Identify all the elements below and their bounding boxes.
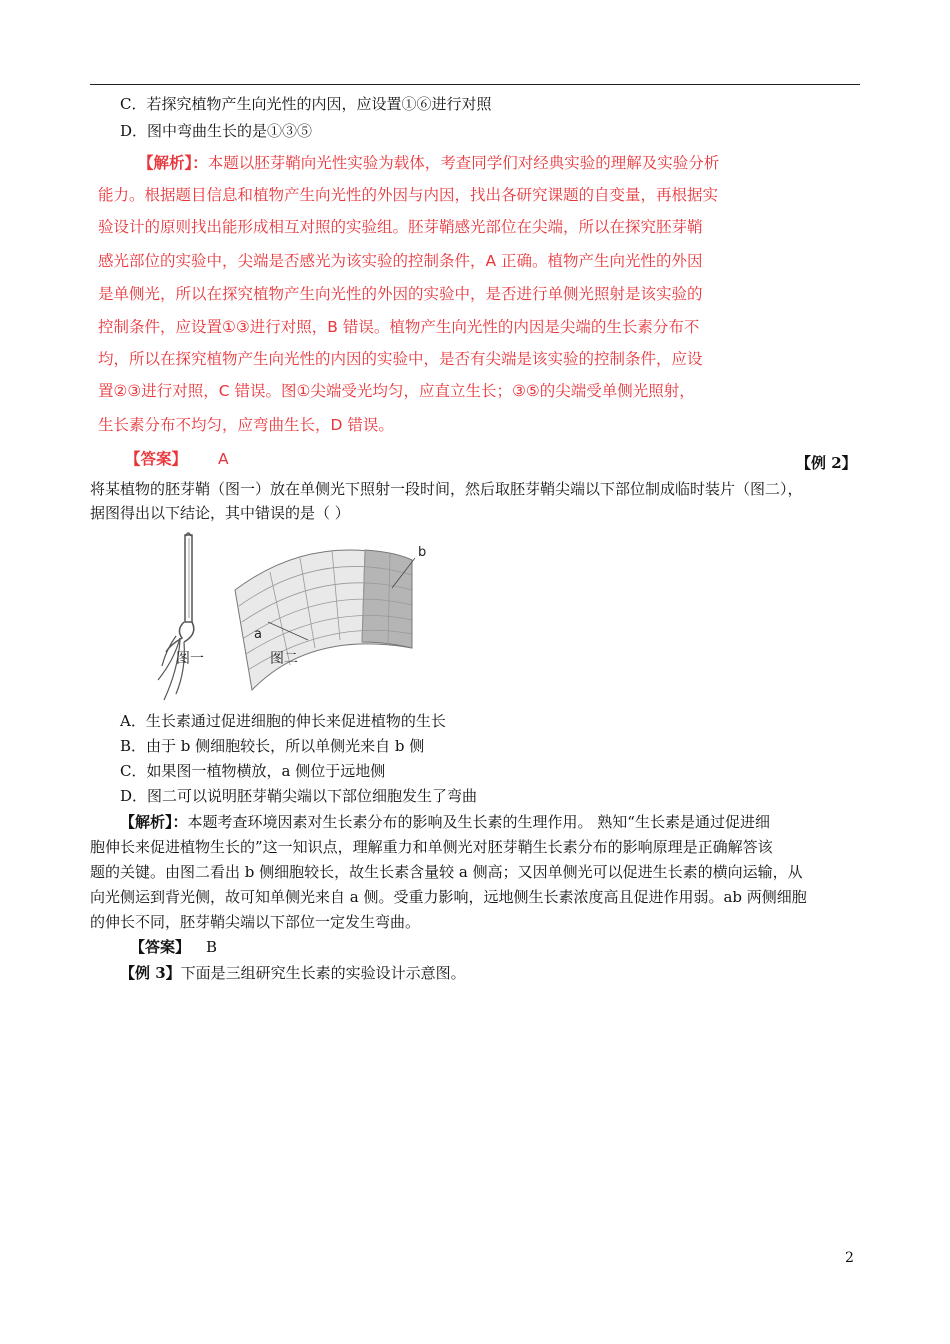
- example2-option-c: C．如果图一植物横放，a 侧位于远地侧: [120, 762, 386, 780]
- analysis2-line-2: 胞伸长来促进植物生长的”这一知识点，理解重力和单侧光对胚芽鞘生长素分布的影响原理是正确解答该: [90, 838, 773, 856]
- example2-option-d: D．图二可以说明胚芽鞘尖端以下部位细胞发生了弯曲: [120, 787, 478, 805]
- analysis1-line-8: 置②③进行对照，C 错误。图①尖端受光均匀，应直立生长；③⑤的尖端受单侧光照射，: [98, 382, 695, 400]
- analysis2-line-1: [120, 811, 770, 833]
- analysis1-line-2: 能力。根据题目信息和植物产生向光性的外因与内因，找出各研究课题的自变量，再根据实: [98, 186, 719, 204]
- analysis1-line-9: 生长素分布不均匀，应弯曲生长，D 错误。: [98, 416, 394, 434]
- analysis1-text-1: 本题以胚芽鞘向光性实验为载体，考查同学们对经典实验的理解及实验分析: [207, 154, 720, 172]
- analysis1-line-4: 感光部位的实验中，尖端是否感光为该实验的控制条件，A 正确。植物产生向光性的外因: [98, 252, 703, 270]
- caption-figure-1: 图一: [176, 651, 204, 667]
- example3-line: [120, 962, 466, 984]
- analysis2-label: 【解析】：: [120, 813, 188, 831]
- example2-question-1: 将某植物的胚芽鞘（图一）放在单侧光下照射一段时间，然后取胚芽鞘尖端以下部位制成临时装片（图二），: [90, 480, 803, 498]
- analysis1-line-6: 控制条件，应设置①③进行对照，B 错误。植物产生向光性的内因是尖端的生长素分布不: [98, 318, 700, 336]
- label-a: a: [254, 627, 262, 642]
- option-c: C．若探究植物产生向光性的内因，应设置①⑥进行对照: [120, 95, 492, 113]
- analysis2-line-3: 题的关键。由图二看出 b 侧细胞较长，故生长素含量较 a 侧高；又因单侧光可以促进生长素的横向运输，从: [90, 863, 803, 881]
- example2-option-a: A．生长素通过促进细胞的伸长来促进植物的生长: [120, 712, 446, 730]
- caption-figure-2: 图二: [270, 651, 298, 667]
- analysis2-line-5: 的伸长不同，胚芽鞘尖端以下部位一定发生弯曲。: [90, 913, 421, 931]
- analysis1-label: 【解析】：: [138, 154, 208, 172]
- example2-option-b: B．由于 b 侧细胞较长，所以单侧光来自 b 侧: [120, 737, 425, 755]
- answer2-label: 【答案】: [130, 938, 191, 956]
- example3-tag: 【例 3】: [120, 964, 181, 982]
- analysis2-line-4: 向光侧运到背光侧，故可知单侧光来自 a 侧。受重力影响，远地侧生长素浓度高且促进作用弱。ab 两侧细胞: [90, 888, 807, 906]
- analysis2-text-1: 本题考查环境因素对生长素分布的影响及生长素的生理作用。 熟知“生长素是通过促进细: [187, 813, 770, 831]
- analysis1-line-7: 均，所以在探究植物产生向光性的内因的实验中，是否有尖端是该实验的控制条件，应设: [98, 350, 703, 368]
- page-number: 2: [845, 1250, 854, 1266]
- coleoptile-figure: [140, 530, 450, 710]
- option-d: D．图中弯曲生长的是①③⑤: [120, 122, 313, 140]
- example2-question-2: 据图得出以下结论，其中错误的是（ ）: [90, 504, 350, 522]
- label-b: b: [418, 545, 427, 560]
- header-rule: [90, 84, 860, 85]
- analysis1-line-5: 是单侧光，所以在探究植物产生向光性的外因的实验中，是否进行单侧光照射是该实验的: [98, 285, 703, 303]
- example3-text: 下面是三组研究生长素的实验设计示意图。: [180, 964, 466, 982]
- analysis1-line-1: [138, 152, 719, 174]
- analysis1-line-3: 验设计的原则找出能形成相互对照的实验组。胚芽鞘感光部位在尖端，所以在探究胚芽鞘: [98, 218, 703, 236]
- answer2-value: B: [206, 938, 218, 956]
- answer1-label: 【答案】: [125, 450, 188, 468]
- answer1-value: A: [218, 450, 229, 468]
- example2-tag: 【例 2】: [796, 454, 857, 472]
